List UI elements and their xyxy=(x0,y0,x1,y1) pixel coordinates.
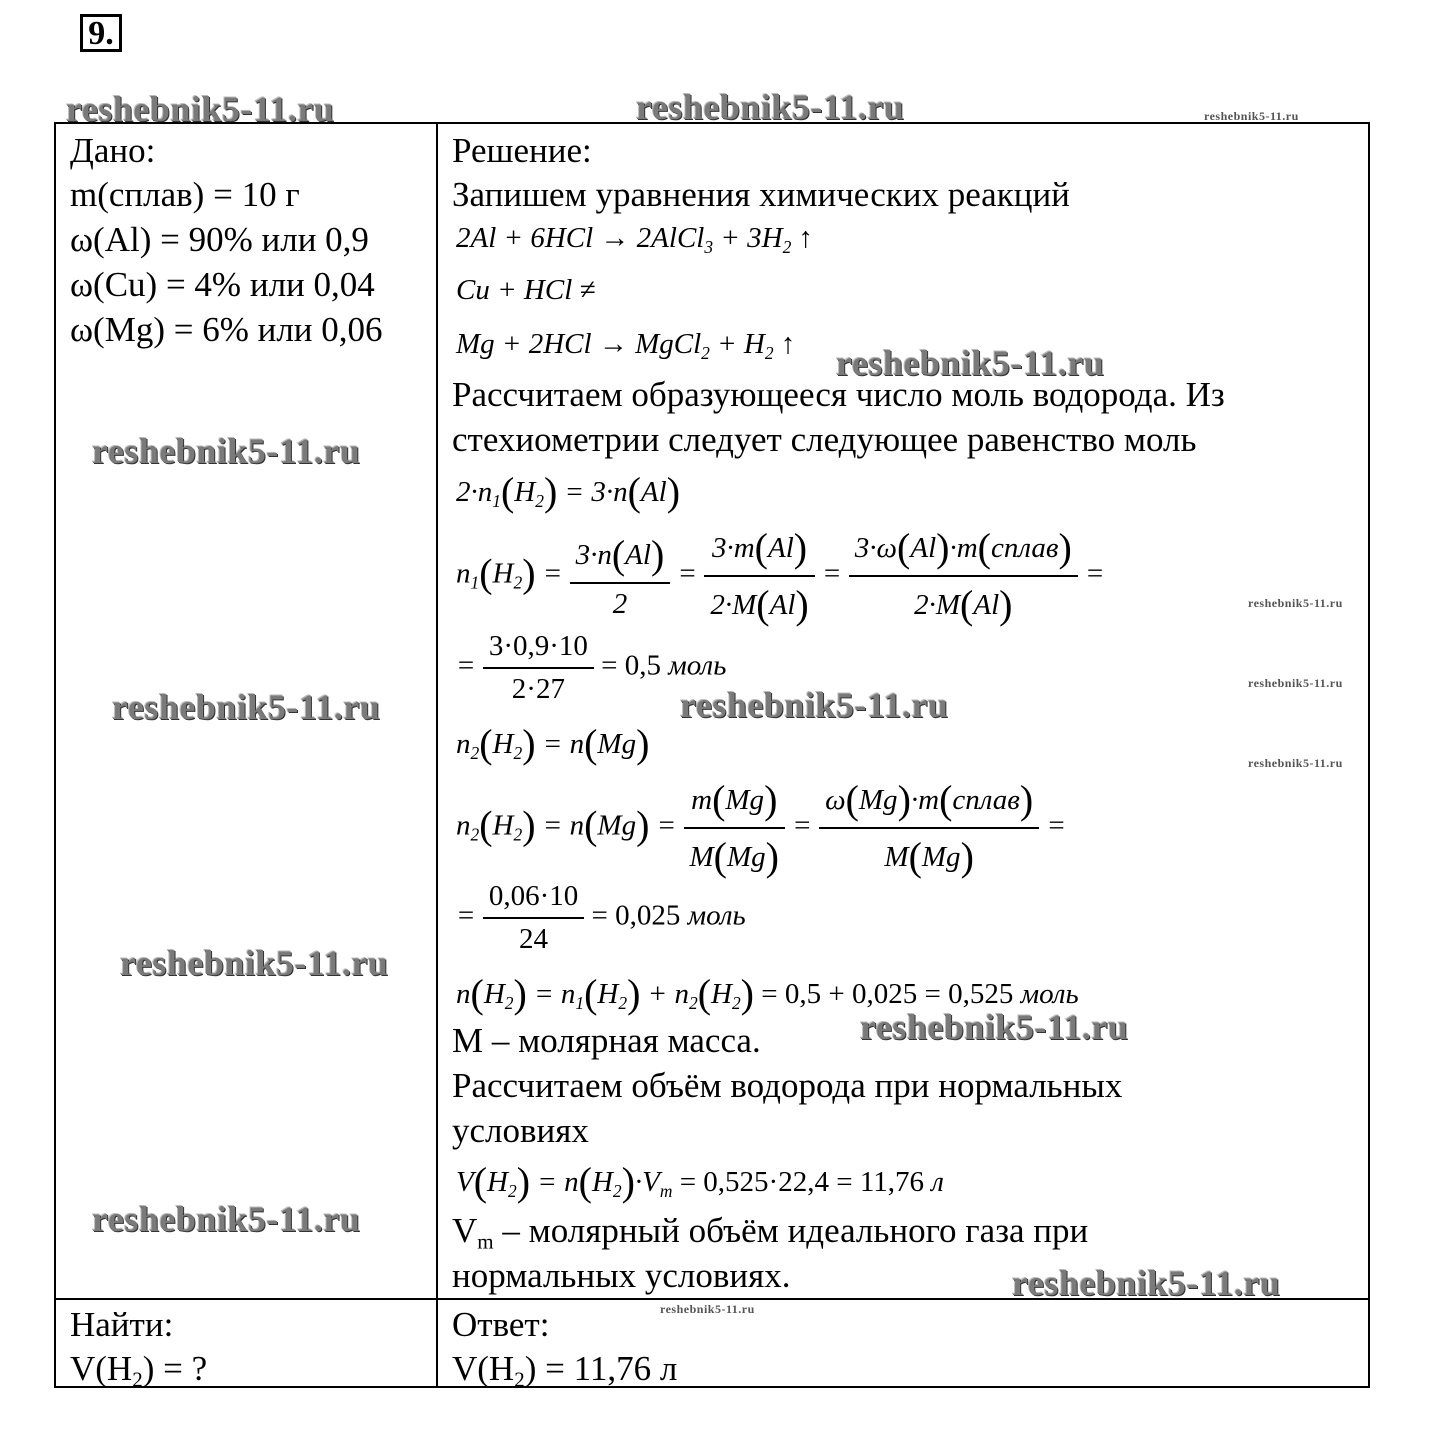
watermark: reshebnik5-11.ru xyxy=(66,89,335,129)
solution-title: Решение: xyxy=(452,131,592,170)
watermark: reshebnik5-11.ru xyxy=(1248,756,1343,770)
formula-n2: $n_2(H_2) = n(Mg)$ xyxy=(456,721,650,766)
vm-note: нормальных условиях. xyxy=(452,1256,791,1295)
watermark: reshebnik5-11.ru xyxy=(92,431,361,471)
formula-volume: $V(H_2) = n(H_2)\cdot V_m = 0,525\cdot 22,4 = 11,76$ л xyxy=(456,1159,944,1204)
watermark: reshebnik5-11.ru xyxy=(660,1302,755,1316)
formula-n2-expanded: $n_2(H_2) = n(Mg)$ = $\frac{m(Mg)}{M(Mg)}$ = $\frac{\text{ω(Mg)·m(сплав)}}{M(Mg)}$ = xyxy=(456,777,1067,879)
watermark: reshebnik5-11.ru xyxy=(680,685,949,725)
column-divider xyxy=(436,124,438,1386)
formula-n1: $n_1(H_2)$ = $\frac{3\cdot n(Al)}{2}$ = $\frac{3\cdot m(Al)}{2\cdot M(Al)}$ = $\frac{\text{3·ω(Al)·m(сплав)}}{2\cdot M(Al)}$ = xyxy=(456,525,1105,627)
formula-n-total: $n(H_2) = n_1(H_2) + n_2(H_2) = 0,5 + 0,025 = 0,525$ моль xyxy=(456,971,1079,1016)
formula-n1-value: = $\frac{3\cdot 0,9\cdot 10}{2\cdot 27}$ = 0,5 моль xyxy=(456,630,727,705)
watermark: reshebnik5-11.ru xyxy=(636,87,905,127)
watermark: reshebnik5-11.ru xyxy=(92,1199,361,1239)
equation-cu: Cu + HCl ≠ xyxy=(456,274,596,306)
answer-title: Ответ: xyxy=(452,1305,550,1344)
find-line: $V(H_2)$ = ? xyxy=(70,1349,208,1392)
watermark: reshebnik5-11.ru xyxy=(120,943,389,983)
equation-mg: Mg + 2HCl → MgCl$_2$ + $H_2$ ↑ xyxy=(456,328,796,364)
given-line: m(сплав) = 10 г xyxy=(70,175,300,214)
watermark: reshebnik5-11.ru xyxy=(1012,1263,1281,1303)
given-line: ω(Cu) = 4% или 0,04 xyxy=(70,265,375,304)
watermark: reshebnik5-11.ru xyxy=(1204,109,1299,123)
watermark: reshebnik5-11.ru xyxy=(112,687,381,727)
given-title: Дано: xyxy=(70,131,156,170)
formula-stoichiometry: $2\cdot n_1(H_2) = 3\cdot n(Al)$ xyxy=(456,469,681,514)
formula-n2-value: = $\frac{0,06\cdot 10}{24}$ = 0,025 моль xyxy=(456,880,746,955)
watermark: reshebnik5-11.ru xyxy=(860,1007,1129,1047)
answer-line: $V(H_2) = 11,76$ л xyxy=(452,1349,678,1392)
solution-intro: Запишем уравнения химических реакций xyxy=(452,175,1070,214)
task-number: 9. xyxy=(80,14,122,52)
watermark: reshebnik5-11.ru xyxy=(836,343,1105,383)
find-title: Найти: xyxy=(70,1305,174,1344)
given-line: ω(Al) = 90% или 0,9 xyxy=(70,220,369,259)
solution-text: Рассчитаем образующееся число моль водорода. Из xyxy=(452,375,1225,414)
molar-mass-note: M – молярная масса. xyxy=(452,1021,761,1060)
solution-text: условиях xyxy=(452,1111,589,1150)
solution-text: Рассчитаем объём водорода при нормальных xyxy=(452,1066,1123,1105)
equation-al: 2Al + 6HCl → 2AlCl$_3$ + $3H_2$ ↑ xyxy=(456,222,814,258)
vm-note: $V_m$ – молярный объём идеального газа при xyxy=(452,1211,1089,1254)
given-line: ω(Mg) = 6% или 0,06 xyxy=(70,310,383,349)
solution-text: стехиометрии следует следующее равенство моль xyxy=(452,420,1197,459)
watermark: reshebnik5-11.ru xyxy=(1248,596,1343,610)
watermark: reshebnik5-11.ru xyxy=(1248,676,1343,690)
